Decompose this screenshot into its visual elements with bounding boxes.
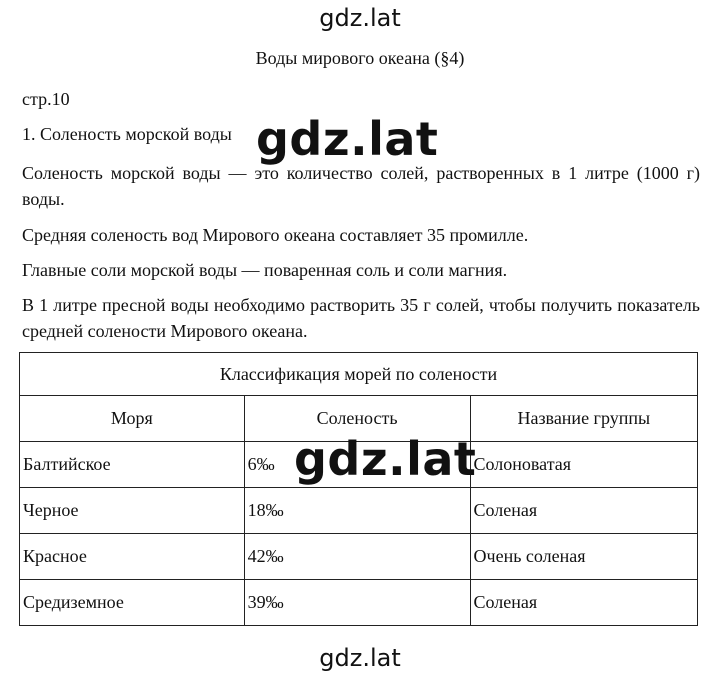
watermark-overlay-2: gdz.lat: [294, 432, 477, 486]
salinity-table: [19, 352, 698, 626]
cell-sea: Средиземное: [20, 580, 245, 626]
header-seas: Моря: [20, 396, 245, 442]
page-title: Воды мирового океана (§4): [255, 48, 465, 68]
watermark-top: gdz.lat: [319, 4, 401, 32]
table-row: [20, 580, 698, 626]
section-heading: 1. Соленость морской воды: [22, 124, 232, 144]
paragraph-average-salinity: Средняя соленость вод Мирового океана составляет 35 промилле.: [22, 225, 529, 245]
cell-sea: Балтийское: [20, 442, 245, 488]
header-salinity: Соленость: [244, 396, 470, 442]
paragraph-dissolve-example: В 1 литре пресной воды необходимо растворить 35 г солей, чтобы получить показатель средней солености Мирового океана.: [22, 295, 700, 341]
table-row: [20, 488, 698, 534]
cell-salinity: 42‰: [244, 534, 470, 580]
paragraph-definition: Соленость морской воды — это количество солей, растворенных в 1 литре (1000 г) воды.: [22, 163, 700, 209]
watermark-overlay-1: gdz.lat: [256, 112, 439, 166]
cell-sea: Черное: [20, 488, 245, 534]
cell-group: Солоноватая: [470, 442, 697, 488]
cell-salinity: 39‰: [244, 580, 470, 626]
cell-group: Соленая: [470, 580, 697, 626]
cell-sea: Красное: [20, 534, 245, 580]
table-caption: Классификация морей по солености: [20, 353, 698, 396]
cell-group: Очень соленая: [470, 534, 697, 580]
table-caption-row: [20, 353, 698, 396]
cell-salinity: 6‰: [244, 442, 470, 488]
page-reference: стр.10: [22, 89, 70, 109]
cell-group: Соленая: [470, 488, 697, 534]
header-group-name: Название группы: [470, 396, 697, 442]
cell-salinity: 18‰: [244, 488, 470, 534]
paragraph-main-salts: Главные соли морской воды — поваренная соль и соли магния.: [22, 260, 508, 280]
table-row: [20, 534, 698, 580]
watermark-bottom: gdz.lat: [319, 644, 401, 672]
